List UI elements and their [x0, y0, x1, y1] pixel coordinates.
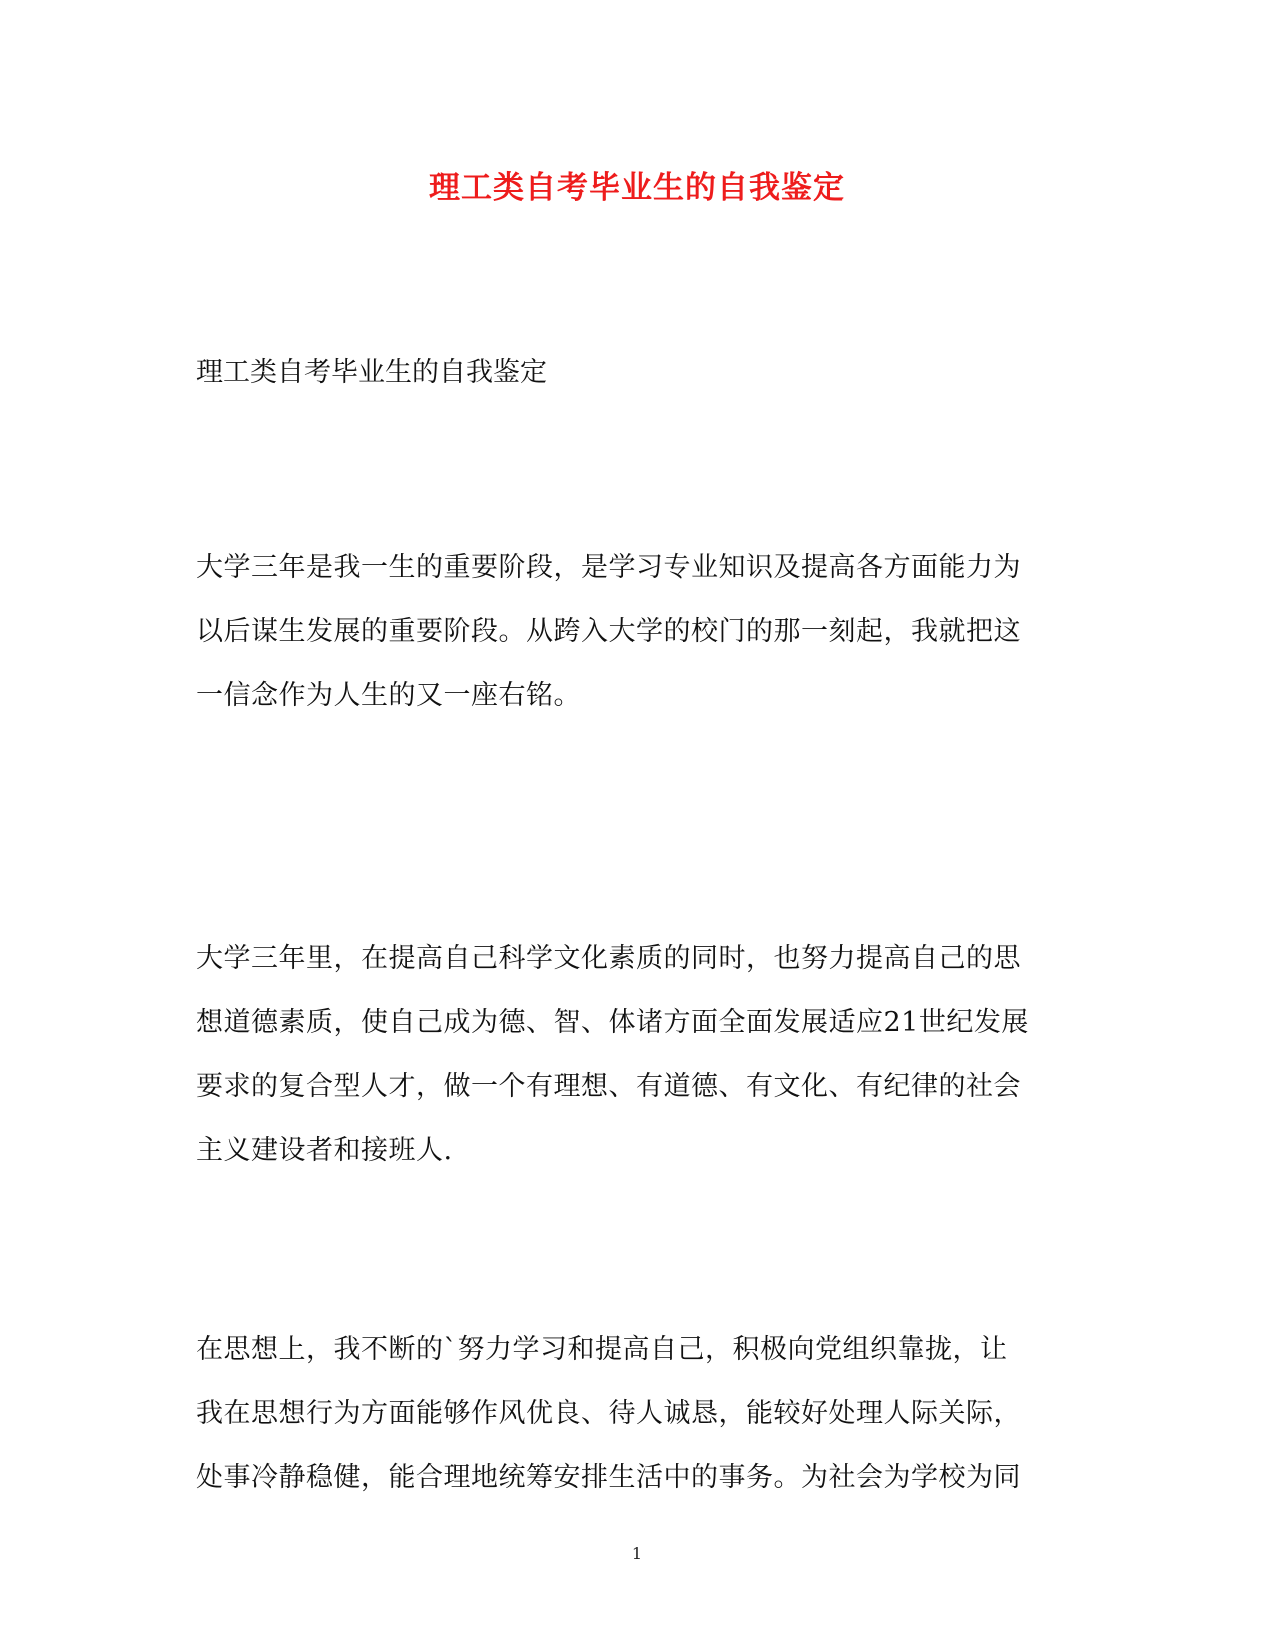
- document-subtitle: 理工类自考毕业生的自我鉴定: [196, 357, 547, 388]
- paragraph-line: 大学三年是我一生的重要阶段，是学习专业知识及提高各方面能力为: [196, 552, 1021, 583]
- document-title: 理工类自考毕业生的自我鉴定: [429, 170, 845, 206]
- paragraph-line: 要求的复合型人才，做一个有理想、有道德、有文化、有纪律的社会: [196, 1071, 1021, 1102]
- paragraph-line: 一信念作为人生的又一座右铭。: [196, 680, 581, 711]
- paragraph-line: 大学三年里，在提高自己科学文化素质的同时，也努力提高自己的思: [196, 943, 1021, 974]
- paragraph-line: 处事冷静稳健，能合理地统筹安排生活中的事务。为社会为学校为同: [196, 1462, 1021, 1493]
- paragraph-1: [196, 536, 1076, 728]
- paragraph-line: 以后谋生发展的重要阶段。从跨入大学的校门的那一刻起，我就把这: [196, 616, 1021, 647]
- paragraph-line: 主义建设者和接班人.: [196, 1135, 453, 1166]
- paragraph-line: 我在思想行为方面能够作风优良、待人诚恳，能较好处理人际关际，: [196, 1398, 1021, 1429]
- paragraph-line: 在思想上，我不断的`努力学习和提高自己，积极向党组织靠拢，让: [196, 1334, 1008, 1365]
- page-number: 1: [631, 1544, 643, 1563]
- paragraph-line: 想道德素质，使自己成为德、智、体诸方面全面发展适应21世纪发展: [196, 1007, 1029, 1038]
- paragraph-3: [196, 1318, 1076, 1510]
- paragraph-2: [196, 927, 1076, 1183]
